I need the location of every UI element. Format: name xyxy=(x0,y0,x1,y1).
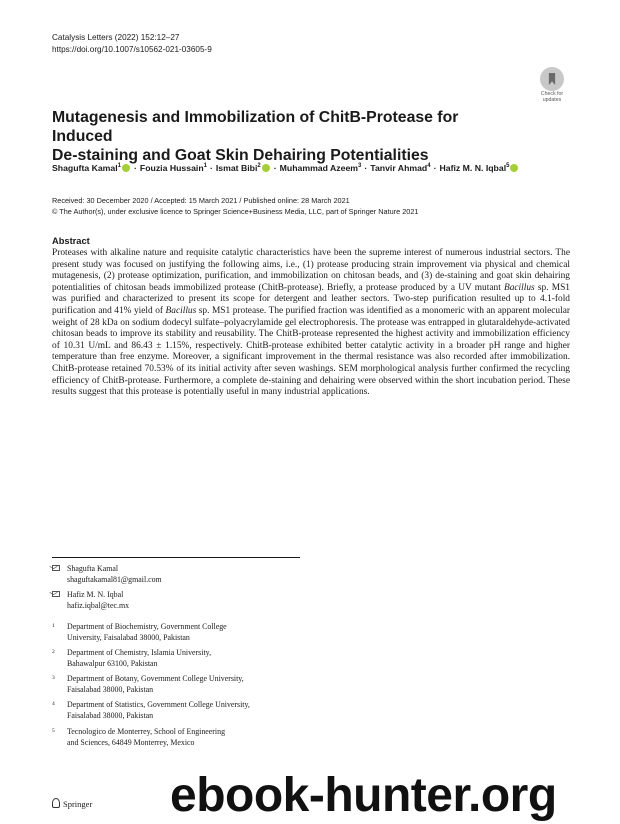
publication-dates xyxy=(52,196,418,217)
affiliation-line: Department of Statistics, Government College University, xyxy=(67,700,250,709)
abstract-text: sp. MS1 protease. The purified fraction was identified as a monomeric with an apparent molecular weight of 28 kDa on sodium dodecyl sulfate–polyacrylamide gel electrophoresis. The protease was entrapped in glutaraldehyde-activated chitosan beads to improve its stability and reusability. The ChitB-protease represented the highest activity and immobilization efficiency of 10.31 U/mL and 86.43 ± 1.15%, respectively. ChitB-protease exhibited better catalytic activity in a broader pH range and higher temperature than free enzyme. Moreover, a significant improvement in the thermal resistance was also recorded after immobilization. ChitB-protease retained 70.53% of its initial activity after seven washings. SEM morphological analysis further confirmed the recycling efficiency of ChitB-protease. Furthermore, a complete de-staining and dehairing were observed within the short incubation period. These results suggest that this protease is potentially useful in many industrial applications. xyxy=(52,305,570,398)
author-affiliation-sup: 2 xyxy=(257,163,261,170)
abstract-heading: Abstract xyxy=(52,236,90,246)
title-line1: Mutagenesis and Immobilization of ChitB-Protease for Induced xyxy=(52,109,459,145)
author-affiliation-sup: 3 xyxy=(358,163,362,170)
copyright-notice: © The Author(s), under exclusive licence to Springer Science+Business Media, LLC, part of Springer Nature 2021 xyxy=(52,206,419,216)
affiliation-line: Bahawalpur 63100, Pakistan xyxy=(67,658,158,668)
affiliation-number: 3 xyxy=(52,675,55,681)
affiliation-number: 5 xyxy=(52,728,55,734)
author-name[interactable]: Shagufta Kamal xyxy=(52,163,118,173)
publisher-name: Springer xyxy=(63,799,93,809)
bookmark-icon xyxy=(540,67,564,91)
springer-horse-icon xyxy=(52,798,60,808)
orcid-icon[interactable] xyxy=(122,164,130,172)
author-affiliation-sup: 4 xyxy=(427,163,431,170)
abstract-text: sp. MS1 was purified and characterized to present its scope for detergent and leather sectors. Two-step purification resulted up to 4.1-fold purification and 41% yield of xyxy=(52,282,570,316)
author-name[interactable]: Fouzia Hussain xyxy=(139,163,204,173)
author-affiliation-sup: 1 xyxy=(203,163,207,170)
affiliation-line: Department of Chemistry, Islamia University, xyxy=(67,648,212,657)
check-for-updates-badge[interactable] xyxy=(537,67,567,101)
title-line2: De-staining and Goat Skin Dehairing Potentialities xyxy=(52,147,429,164)
orcid-icon[interactable] xyxy=(510,164,518,172)
envelope-icon xyxy=(52,591,60,597)
affiliation-line: and Sciences, 64849 Monterrey, Mexico xyxy=(67,737,195,747)
publisher-footer xyxy=(52,798,92,809)
author-name[interactable]: Muhammad Azeem xyxy=(279,163,359,173)
affiliation-number: 2 xyxy=(52,649,55,655)
abstract-italic: Bacillus xyxy=(503,282,535,293)
author-list: Shagufta Kamal$^1$ · Fouzia Hussain$^1$ · Ismat Bibi$^2$ · Muhammad Azeem$^3$ · Tanvir Ahmad$^4$ · Hafiz M. N. Iqbal$^5$ xyxy=(52,163,572,173)
footnote-divider xyxy=(52,557,300,558)
author-name[interactable]: Hafiz M. N. Iqbal xyxy=(439,163,507,173)
contact-name: Shagufta Kamal xyxy=(67,564,119,573)
affiliation-number: 1 xyxy=(52,623,55,629)
affiliation-line: Faisalabad 38000, Pakistan xyxy=(67,710,154,720)
journal-citation: Catalysis Letters (2022) 152:12–27 xyxy=(52,33,180,42)
abstract-body xyxy=(52,248,570,399)
abstract-text: Proteases with alkaline nature and requisite catalytic characteristics have been the supreme interest of numerous industrial sectors. The present study was focused on justifying the following aims, i.e., (1) protease producing strain improvement via physical and chemical mutagenesis, (2) protease optimization, purification, and immobilization on chitosan beads, and (3) de-staining and goat skin dehairing potentialities of chitosan beads immobilized protease (ChitB-protease). Briefly, a protease produced by a UV mutant xyxy=(52,248,570,293)
orcid-icon[interactable] xyxy=(262,164,270,172)
author-name[interactable]: Tanvir Ahmad xyxy=(370,163,428,173)
author-affiliation-sup: 5 xyxy=(506,163,510,170)
history-dates: Received: 30 December 2020 / Accepted: 15 March 2021 / Published online: 28 March 2021 xyxy=(52,196,350,205)
affiliation-line: Department of Biochemistry, Government College xyxy=(67,622,227,631)
envelope-icon xyxy=(52,565,60,571)
affiliation-line: Department of Botany, Government College University, xyxy=(67,674,244,683)
author-name[interactable]: Ismat Bibi xyxy=(215,163,258,173)
affiliation-number: 4 xyxy=(52,701,55,707)
doi-link[interactable]: https://doi.org/10.1007/s10562-021-03605-9 xyxy=(52,45,212,54)
badge-line1: Check for xyxy=(540,91,564,97)
journal-header xyxy=(52,32,212,56)
contact-email[interactable]: hafiz.iqbal@tec.mx xyxy=(67,600,130,610)
affiliation-line: Tecnologico de Monterrey, School of Engineering xyxy=(67,727,226,736)
author-affiliation-sup: 1 xyxy=(117,163,121,170)
contact-name: Hafiz M. N. Iqbal xyxy=(67,590,124,599)
affiliation-line: Faisalabad 38000, Pakistan xyxy=(67,684,154,694)
contact-email[interactable]: shaguftakamal81@gmail.com xyxy=(67,574,162,584)
watermark: ebook-hunter.org xyxy=(170,769,557,822)
badge-line2: updates xyxy=(542,96,562,103)
article-title xyxy=(52,108,522,165)
abstract-italic: Bacillus xyxy=(165,305,197,316)
affiliation-line: University, Faisalabad 38000, Pakistan xyxy=(67,632,190,642)
